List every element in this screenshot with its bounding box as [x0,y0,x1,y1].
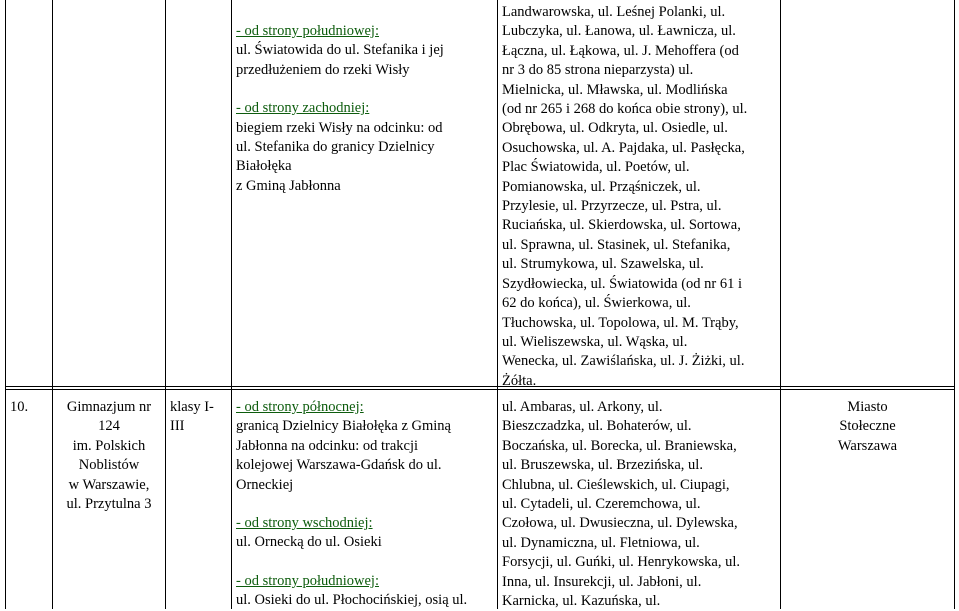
street-list-line: (od nr 265 i 268 do końca obie strony), ul. [502,101,748,118]
street-list-line: Lubczyka, ul. Łanowa, ul. Ławnicza, ul. [502,23,736,40]
class-range-cell [170,398,230,437]
table-border-col1 [52,0,53,609]
street-list-line: Landwarowska, ul. Leśnej Polanki, ul. [502,4,726,20]
street-list-line: ul. Strumykowa, ul. Szawelska, ul. [502,256,704,273]
street-list-line: Wenecka, ul. Zawiślańska, ul. J. Żiżki, ul. [502,353,745,370]
street-list-line: Czołowa, ul. Dwusieczna, ul. Dylewska, [502,515,738,532]
row10-boundaries-cell [236,398,496,611]
street-list-line: ul. Bruszewska, ul. Brzezińska, ul. [502,457,703,474]
boundary-text-line: ul. Osieki do ul. Płochocińskiej, osią ul. [236,592,468,609]
boundary-text-line: Orneckiej [236,476,294,493]
street-list-line: Przylesie, ul. Przyrzecze, ul. Pstra, ul. [502,198,722,215]
street-list-line: Żółta. [502,372,537,389]
street-list-line: Plac Światowida, ul. Poetów, ul. [502,159,690,176]
top-row-streets-cell [502,3,778,391]
boundary-text-line: granicą Dzielnicy Białołęka z Gminą [236,418,451,435]
street-list-line: Szydłowiecka, ul. Światowida (od nr 61 i [502,275,743,292]
table-border-left [5,0,6,609]
school-name-line: im. Polskich [72,437,146,454]
street-list-line: 62 do końca), ul. Świerkowa, ul. [502,295,691,312]
boundary-text-line: Białołęka [236,158,292,175]
city-line: Miasto [847,399,888,415]
school-name-line: Noblistów [78,457,140,474]
street-list-line: Boczańska, ul. Borecka, ul. Braniewska, [502,437,737,454]
boundary-heading-west: - od strony zachodniej: [236,100,370,117]
street-list-line: Obrębowa, ul. Odkryta, ul. Osiedle, ul. [502,120,728,137]
city-line: Warszawa [837,437,898,454]
boundary-text-line: Jabłonna na odcinku: od trakcji [236,437,419,454]
street-list-line: Łączna, ul. Łąkowa, ul. J. Mehoffera (od [502,42,739,59]
boundary-heading-south: - od strony południowej: [236,572,379,589]
boundary-text-line: ul. Ornecką do ul. Osieki [236,534,382,551]
table-border-col2 [165,0,166,609]
school-address-line: ul. Przytulna 3 [66,496,152,513]
table-border-col4 [497,0,498,609]
street-list-line: Tłuchowska, ul. Topolowa, ul. M. Trąby, [502,314,739,331]
row-separator [5,386,955,387]
row-separator [5,389,955,390]
street-list-line: Mielnicka, ul. Mławska, ul. Modlińska [502,81,728,98]
class-range-line: klasy I- [170,399,214,415]
boundary-text-line: biegiem rzeki Wisły na odcinku: od [236,119,443,136]
school-name-cell [53,398,165,514]
row-number: 10. [10,399,29,415]
table-border-col5 [780,0,781,609]
row10-streets-cell [502,398,778,611]
street-list-line: ul. Ambaras, ul. Arkony, ul. [502,399,663,415]
boundary-text-line: ul. Stefanika do granicy Dzielnicy [236,139,435,156]
street-list-line: Ruciańska, ul. Skierdowska, ul. Sortowa, [502,217,741,234]
boundary-heading-north: - od strony północnej: [236,399,364,415]
street-list-line: Inna, ul. Insurekcji, ul. Jabłoni, ul. [502,573,702,590]
street-list-line: Chlubna, ul. Cieślewskich, ul. Ciupagi, [502,476,730,493]
boundary-text-line: ul. Światowida do ul. Stefanika i jej [236,42,444,59]
street-list-line: ul. Cytadeli, ul. Czeremchowa, ul. [502,496,701,513]
street-list-line: ul. Dynamiczna, ul. Fletniowa, ul. [502,534,700,551]
class-range-line: III [170,418,185,435]
table-border-right [954,0,955,609]
table-border-col3 [231,0,232,609]
city-cell [781,398,954,456]
street-list-line: Bieszczadzka, ul. Bohaterów, ul. [502,418,692,435]
school-name-line: w Warszawie, [68,476,150,493]
school-name-line: 124 [98,418,120,435]
street-list-line: Karnicka, ul. Kazuńska, ul. [502,593,661,610]
top-row-boundaries-cell [236,22,494,196]
street-list-line: ul. Wieliszewska, ul. Wąska, ul. [502,333,688,350]
boundary-text-line: przedłużeniem do rzeki Wisły [236,61,410,78]
street-list-line: ul. Sprawna, ul. Stasinek, ul. Stefanika, [502,236,731,253]
boundary-heading-east: - od strony wschodniej: [236,515,373,532]
city-line: Stołeczne [839,418,896,435]
boundary-text-line: z Gminą Jabłonna [236,177,341,194]
street-list-line: Forsycji, ul. Guńki, ul. Henrykowska, ul. [502,554,741,571]
street-list-line: Osuchowska, ul. A. Pajdaka, ul. Pasłęcka, [502,139,745,156]
boundary-heading-south: - od strony południowej: [236,23,379,39]
street-list-line: Pomianowska, ul. Prząśniczek, ul. [502,178,701,195]
street-list-line: nr 3 do 85 strona nieparzysta) ul. [502,62,694,79]
row-number-cell [10,398,50,417]
boundary-text-line: kolejowej Warszawa-Gdańsk do ul. [236,457,442,474]
school-name-line: Gimnazjum nr [66,399,152,415]
